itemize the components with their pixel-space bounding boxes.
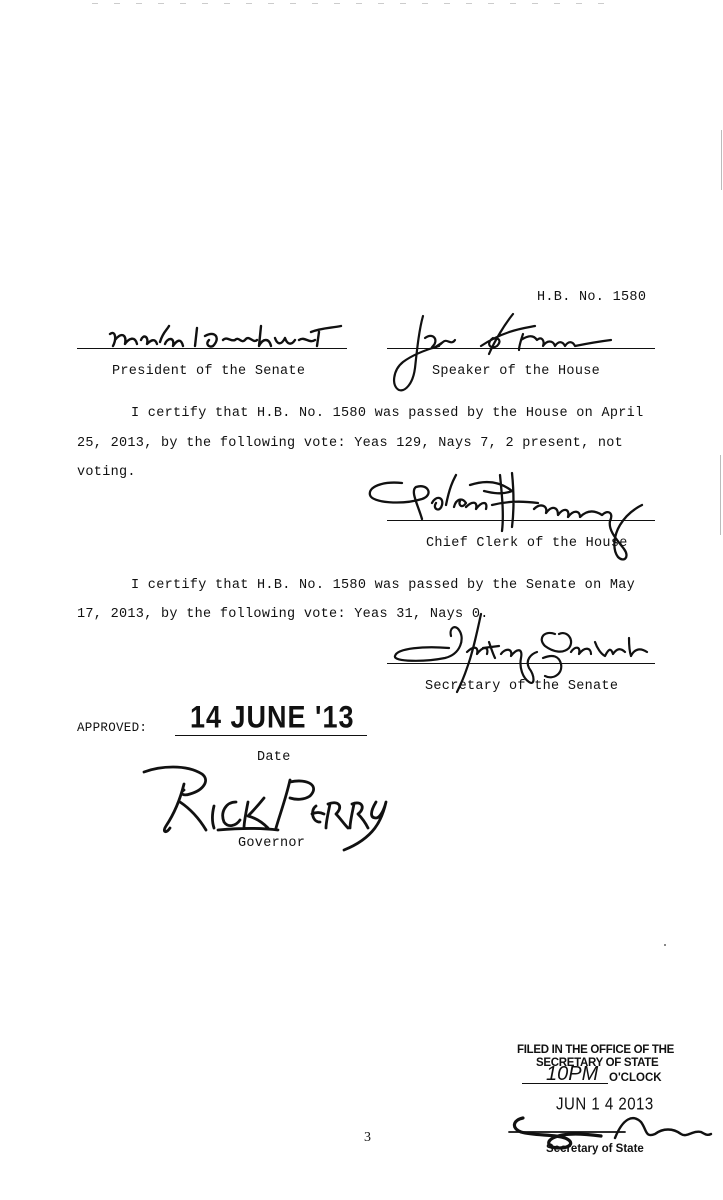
speaker-house-title: Speaker of the House bbox=[432, 364, 601, 379]
president-senate-signature-line bbox=[77, 348, 347, 349]
house-certification-line-2: 25, 2013, by the following vote: Yeas 129, Nays 7, 2 present, not bbox=[77, 436, 624, 451]
approval-date-line bbox=[175, 735, 367, 736]
filed-oclock: O'CLOCK bbox=[609, 1072, 662, 1084]
scan-artifact bbox=[720, 455, 721, 535]
secretary-senate-title: Secretary of the Senate bbox=[425, 679, 619, 694]
filed-date: JUN 1 4 2013 bbox=[556, 1094, 654, 1115]
secretary-senate-signature-line bbox=[387, 663, 655, 664]
filed-time-handwritten: 10PM bbox=[546, 1063, 599, 1085]
house-certification-line-3: voting. bbox=[77, 465, 136, 480]
bill-number: H.B. No. 1580 bbox=[537, 290, 647, 305]
scan-artifact bbox=[92, 3, 612, 4]
governor-title: Governor bbox=[238, 836, 306, 851]
president-senate-signature bbox=[105, 318, 345, 352]
secretary-of-state-footer bbox=[546, 1143, 644, 1155]
approved-label: APPROVED: bbox=[77, 721, 148, 735]
filed-time-line bbox=[522, 1083, 608, 1084]
president-senate-title: President of the Senate bbox=[112, 364, 306, 379]
approval-date-handwritten: 14 JUNE '13 bbox=[190, 699, 355, 735]
chief-clerk-signature-line bbox=[387, 520, 655, 521]
page-number: 3 bbox=[364, 1130, 371, 1145]
senate-certification-line-2: 17, 2013, by the following vote: Yeas 31, Nays 0. bbox=[77, 607, 489, 622]
approval-date-label: Date bbox=[257, 750, 291, 765]
filed-stamp-line-1: FILED IN THE OFFICE OF THE bbox=[517, 1044, 675, 1056]
secretary-of-state-label: Secretary of State bbox=[546, 1143, 644, 1155]
senate-certification-line-1: I certify that H.B. No. 1580 was passed by the Senate on May bbox=[131, 578, 636, 593]
scan-artifact bbox=[721, 130, 722, 190]
house-certification-line-1: I certify that H.B. No. 1580 was passed by the House on April bbox=[131, 406, 644, 421]
filed-stamp-line-2: SECRETARY OF STATE bbox=[536, 1057, 659, 1069]
speaker-house-signature bbox=[385, 310, 635, 400]
speaker-house-signature-line bbox=[387, 348, 655, 349]
chief-clerk-title: Chief Clerk of the House bbox=[426, 536, 628, 551]
scan-artifact bbox=[664, 944, 666, 946]
